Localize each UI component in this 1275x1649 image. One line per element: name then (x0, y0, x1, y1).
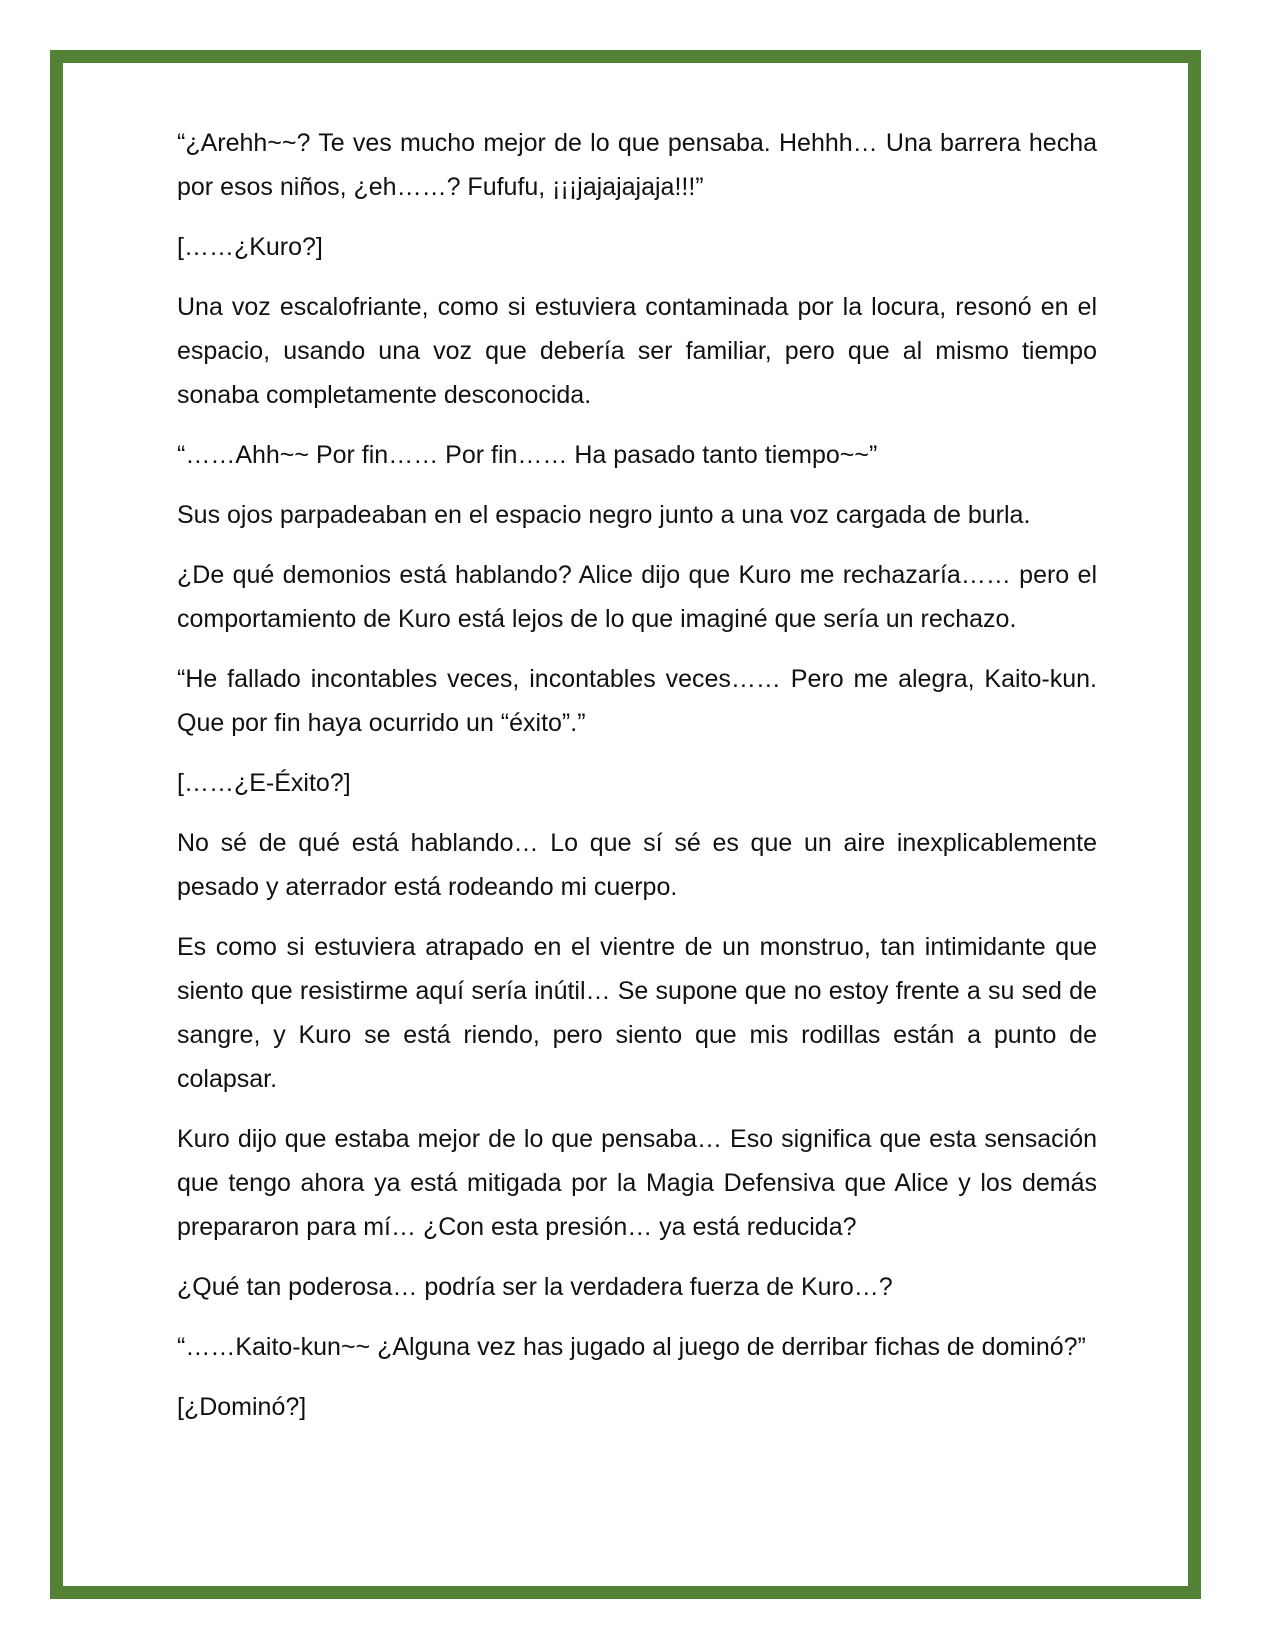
paragraph-10: Es como si estuviera atrapado en el vientre de un monstruo, tan intimidante que siento que resistirme aquí sería inútil… Se supone que no estoy frente a su sed de sangre, y Kuro se está riendo, pero siento que mis rodillas están a punto de colapsar. (177, 933, 1097, 1093)
paragraph-4: “……Ahh~~ Por fin…… Por fin…… Ha pasado tanto tiempo~~” (177, 441, 878, 469)
paragraph-8: [……¿E-Éxito?] (177, 769, 351, 797)
paragraph-7: “He fallado incontables veces, incontables veces…… Pero me alegra, Kaito-kun. Que por fin haya ocurrido un “éxito”.” (177, 665, 1097, 737)
paragraph-11: Kuro dijo que estaba mejor de lo que pensaba… Eso significa que esta sensación que tengo ahora ya está mitigada por la Magia Defensiva que Alice y los demás prepararon para mí… ¿Con esta presión… ya está reducida? (177, 1125, 1097, 1241)
paragraph-5: Sus ojos parpadeaban en el espacio negro junto a una voz cargada de burla. (177, 501, 1031, 529)
paragraph-14: [¿Dominó?] (177, 1393, 307, 1421)
paragraph-3: Una voz escalofriante, como si estuviera contaminada por la locura, resonó en el espacio, usando una voz que debería ser familiar, pero que al mismo tiempo sonaba completamente desconocida. (177, 293, 1097, 409)
paragraph-13: “……Kaito-kun~~ ¿Alguna vez has jugado al juego de derribar fichas de dominó?” (177, 1333, 1086, 1361)
paragraph-12: ¿Qué tan poderosa… podría ser la verdadera fuerza de Kuro…? (177, 1273, 893, 1301)
paragraph-9: No sé de qué está hablando… Lo que sí sé es que un aire inexplicablemente pesado y aterrador está rodeando mi cuerpo. (177, 829, 1097, 901)
paragraph-2: [……¿Kuro?] (177, 233, 323, 261)
paragraph-6: ¿De qué demonios está hablando? Alice dijo que Kuro me rechazaría…… pero el comportamiento de Kuro está lejos de lo que imaginé que sería un rechazo. (177, 561, 1097, 633)
paragraph-1: “¿Arehh~~? Te ves mucho mejor de lo que pensaba. Hehhh… Una barrera hecha por esos niños, ¿eh……? Fufufu, ¡¡¡jajajajaja!!!” (177, 129, 1097, 201)
page-body (177, 121, 1097, 1445)
